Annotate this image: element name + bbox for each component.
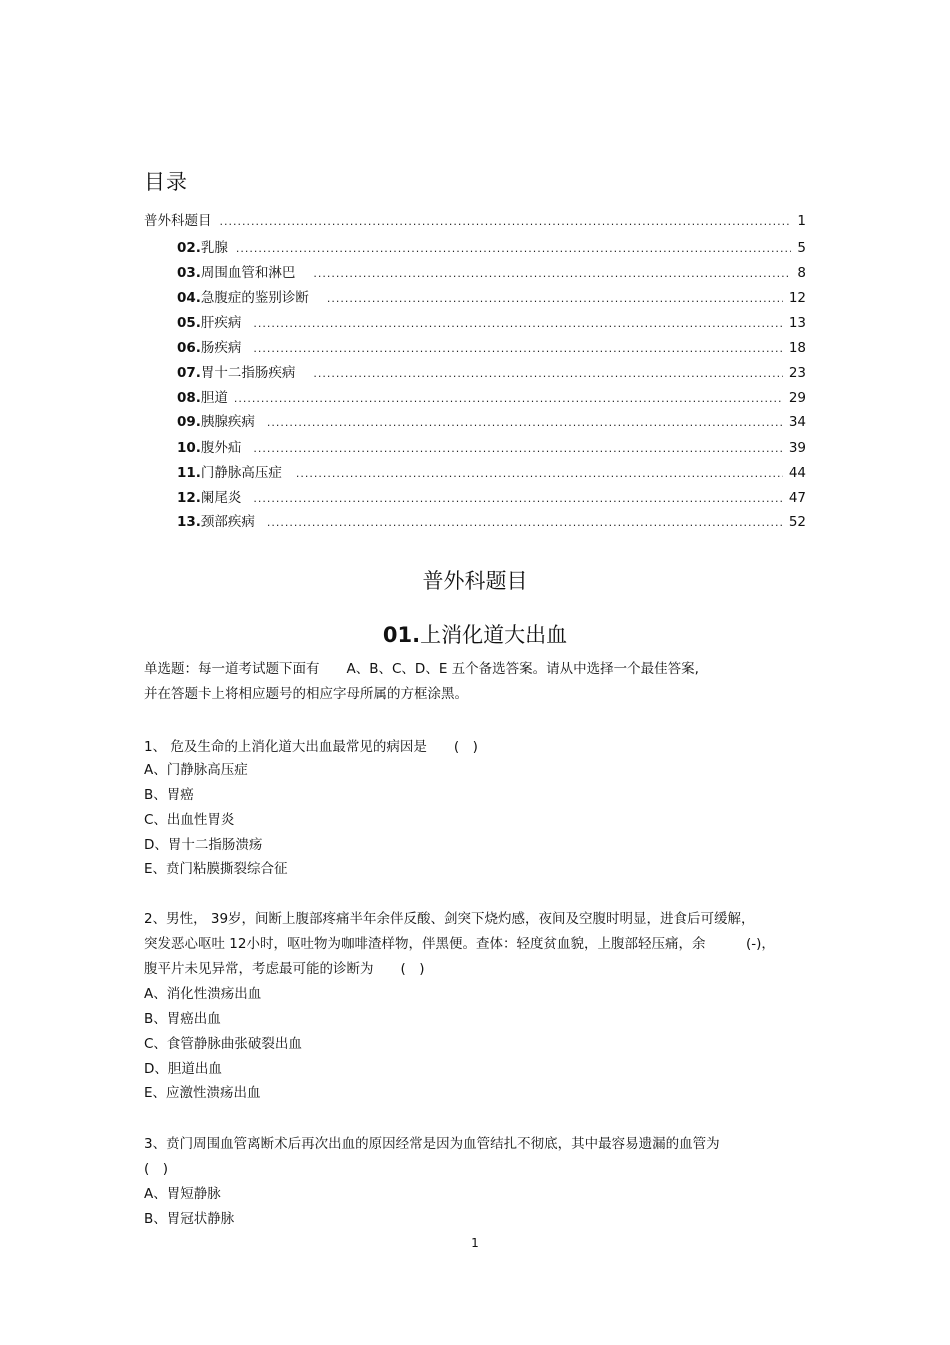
toc-entry-page: 8 <box>797 265 806 281</box>
toc-entry-label: 普外科题目 <box>144 213 212 229</box>
toc-leader-dots <box>313 267 791 280</box>
toc-leader-dots <box>313 367 782 380</box>
toc-entry-label: 胆道 <box>200 390 228 406</box>
toc-entry-num: 09. <box>177 414 201 430</box>
question-stem: 2、男性， 39岁，间断上腹部疼痛半年余伴反酸、剑突下烧灼感，夜间及空腹时明显，进食后可缓解， <box>144 911 755 927</box>
toc-leader-dots <box>267 516 783 529</box>
toc-leader-dots <box>327 292 783 305</box>
toc-entry-page: 29 <box>788 390 806 406</box>
page-number: 1 <box>471 1236 479 1250</box>
subsection-num: 01. <box>382 623 421 647</box>
toc-entry-label: 乳腺 <box>200 240 228 256</box>
answer-option: E、应激性溃疡出血 <box>144 1085 261 1101</box>
question-stem: 突发恶心呕吐 12小时，呕吐物为咖啡渣样物，伴黑便。查体：轻度贫血貌，上腹部轻压痛，余 (-)， <box>144 936 775 952</box>
answer-option: C、出血性胃炎 <box>144 812 235 828</box>
toc-entry-num: 06. <box>177 340 201 356</box>
toc-title: 目录 <box>144 170 188 194</box>
toc-leader-dots <box>253 342 782 355</box>
toc-entry-page: 5 <box>797 240 806 256</box>
toc-leader-dots <box>253 317 782 330</box>
answer-option: C、食管静脉曲张破裂出血 <box>144 1036 302 1052</box>
toc-entry-page: 44 <box>788 465 806 481</box>
toc-entry[interactable] <box>177 386 806 406</box>
answer-option: D、胃十二指肠溃疡 <box>144 837 263 853</box>
question-stem: 3、贲门周围血管离断术后再次出血的原因经常是因为血管结扎不彻底，其中最容易遗漏的血管为 <box>144 1136 720 1152</box>
subsection-title <box>0 619 950 649</box>
toc-leader-dots <box>267 416 783 429</box>
toc-entry-label: 腹外疝 <box>200 440 242 456</box>
answer-option: A、门静脉高压症 <box>144 762 248 778</box>
toc-entry[interactable] <box>144 209 806 229</box>
toc-entry-num: 12. <box>177 490 201 506</box>
toc-entry-num: 10. <box>177 440 201 456</box>
toc-entry-page: 47 <box>788 490 806 506</box>
toc-entry-label: 胰腺疾病 <box>200 414 255 430</box>
intro-line: 并在答题卡上将相应题号的相应字母所属的方框涂黑。 <box>144 686 468 702</box>
toc-entry[interactable] <box>177 261 806 281</box>
toc-entry-page: 39 <box>788 440 806 456</box>
toc-entry-num: 03. <box>177 265 201 281</box>
toc-leader-dots <box>220 215 792 228</box>
toc-entry-num: 05. <box>177 315 201 331</box>
toc-entry-num: 04. <box>177 290 201 306</box>
toc-leader-dots <box>253 442 782 455</box>
toc-entry[interactable] <box>177 410 806 430</box>
toc-leader-dots <box>253 492 782 505</box>
toc-entry-num: 07. <box>177 365 201 381</box>
answer-option: B、胃癌 <box>144 787 194 803</box>
toc-entry-num: 08. <box>177 390 201 406</box>
answer-option: A、胃短静脉 <box>144 1186 221 1202</box>
answer-option: A、消化性溃疡出血 <box>144 986 262 1002</box>
toc-entry[interactable] <box>177 236 806 256</box>
toc-entry[interactable] <box>177 286 806 306</box>
toc-entry-label: 阑尾炎 <box>200 490 242 506</box>
toc-entry-label: 门静脉高压症 <box>200 465 282 481</box>
section-title: 普外科题目 <box>422 569 528 593</box>
toc-entry-label: 肝疾病 <box>200 315 242 331</box>
toc-entry[interactable] <box>177 486 806 506</box>
toc-entry-page: 34 <box>788 414 806 430</box>
toc-entry-label: 肠疾病 <box>200 340 242 356</box>
toc-entry-page: 18 <box>788 340 806 356</box>
answer-option: B、胃冠状静脉 <box>144 1211 235 1227</box>
question-stem: 1、 危及生命的上消化道大出血最常见的病因是 ( ) <box>144 739 478 755</box>
answer-option: D、胆道出血 <box>144 1061 222 1077</box>
intro-line: 单选题：每一道考试题下面有 A、B、C、D、E 五个备选答案。请从中选择一个最佳答案, <box>144 661 699 677</box>
toc-entry-page: 52 <box>788 514 806 530</box>
toc-leader-dots <box>296 467 783 480</box>
toc-entry-page: 23 <box>788 365 806 381</box>
toc-entry[interactable] <box>177 311 806 331</box>
answer-option: B、胃癌出血 <box>144 1011 221 1027</box>
toc-entry[interactable] <box>177 361 806 381</box>
toc-entry-label: 胃十二指肠疾病 <box>200 365 296 381</box>
question-stem: 腹平片未见异常，考虑最可能的诊断为 ( ) <box>144 961 425 977</box>
toc-entry-label: 急腹症的鉴别诊断 <box>200 290 309 306</box>
toc-entry-page: 1 <box>797 213 806 229</box>
toc-entry[interactable] <box>177 510 806 530</box>
toc-entry-page: 13 <box>788 315 806 331</box>
subsection-text: 上消化道大出血 <box>420 623 568 647</box>
toc-leader-dots <box>236 242 791 255</box>
toc-entry-num: 13. <box>177 514 201 530</box>
toc-entry[interactable] <box>177 436 806 456</box>
toc-entry-label: 周围血管和淋巴 <box>200 265 296 281</box>
toc-leader-dots <box>234 392 783 405</box>
toc-entry-num: 11. <box>177 465 201 481</box>
question-stem: ( ) <box>144 1161 169 1177</box>
toc-entry-label: 颈部疾病 <box>200 514 255 530</box>
toc-entry-num: 02. <box>177 240 201 256</box>
toc-entry-page: 12 <box>788 290 806 306</box>
toc-entry[interactable] <box>177 336 806 356</box>
answer-option: E、贲门粘膜撕裂综合征 <box>144 861 288 877</box>
toc-entry[interactable] <box>177 461 806 481</box>
